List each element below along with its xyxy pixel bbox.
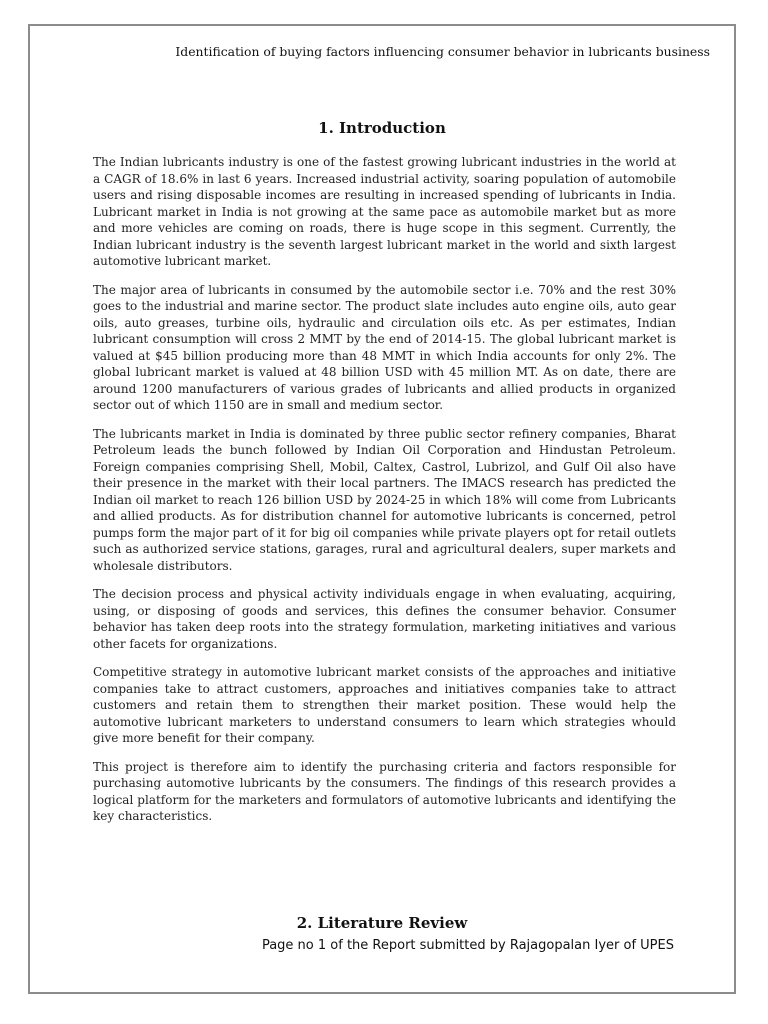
paragraph: The lubricants market in India is dominated by three public sector refinery companies, Bharat Petroleum leads the bunch followed by Indian Oil Corporation and Hindustan Petroleum. Foreign companies comprising Shell, Mobil, Caltex, Castrol, Lubrizol, and Gulf Oil also have their presence in the market with their local partners. The IMACS research has predicted the Indian oil market to reach 126 billion USD by 2024-25 in which 18% will come from Lubricants and allied products. As for distribution channel for automotive lubricants is concerned, petrol pumps form the major part of it for big oil companies while private players opt for retail outlets such as authorized service stations, garages, rural and agricultural dealers, super markets and wholesale distributors. <box>93 426 676 573</box>
paragraph: This project is therefore aim to identify the purchasing criteria and factors responsible for purchasing automotive lubricants by the consumers. The findings of this research provides a logical platform for the marketers and formulators of automotive lubricants and identifying the key characteristics. <box>93 759 676 823</box>
page-footer: Page no 1 of the Report submitted by Rajagopalan Iyer of UPES <box>261 938 674 953</box>
paragraph: The Indian lubricants industry is one of the fastest growing lubricant industries in the world at a CAGR of 18.6% in last 6 years. Increased industrial activity, soaring population of automobile users and rising disposable incomes are resulting in increased spending of lubricants in India. Lubricant market in India is not growing at the same pace as automobile market but as more and more vehicles are coming on roads, there is huge scope in this segment. Currently, the Indian lubricant industry is the seventh largest lubricant market in the world and sixth largest automotive lubricant market. <box>93 155 676 268</box>
introduction-body <box>93 154 676 837</box>
document-page <box>28 24 736 994</box>
paragraph: The decision process and physical activity individuals engage in when evaluating, acquiring, using, or disposing of goods and services, this defines the consumer behavior. Consumer behavior has taken deep roots into the strategy formulation, marketing initiatives and various other facets for organizations. <box>93 587 676 651</box>
paragraph: Competitive strategy in automotive lubricant market consists of the approaches and initiative companies take to attract customers, approaches and initiatives companies take to attract customers and retain them to strengthen their market position. These would help the automotive lubricant marketers to understand consumers to learn which strategies whould give more benefit for their company. <box>93 665 676 745</box>
paragraph: The major area of lubricants in consumed by the automobile sector i.e. 70% and the rest 30% goes to the industrial and marine sector. The product slate includes auto engine oils, auto gear oils, auto greases, turbine oils, hydraulic and circulation oils etc. As per estimates, Indian lubricant consumption will cross 2 MMT by the end of 2014-15. The global lubricant market is valued at $45 billion producing more than 48 MMT in which India accounts for only 2%. The global lubricant market is valued at 48 billion USD with 45 million MT. As on date, there are around 1200 manufacturers of various grades of lubricants and allied products in organized sector out of which 1150 are in small and medium sector. <box>93 282 676 412</box>
running-header: Identification of buying factors influencing consumer behavior in lubricants business <box>175 44 710 59</box>
section-heading-literature-review: 2. Literature Review <box>296 914 468 932</box>
section-heading-introduction: 1. Introduction <box>318 119 446 137</box>
